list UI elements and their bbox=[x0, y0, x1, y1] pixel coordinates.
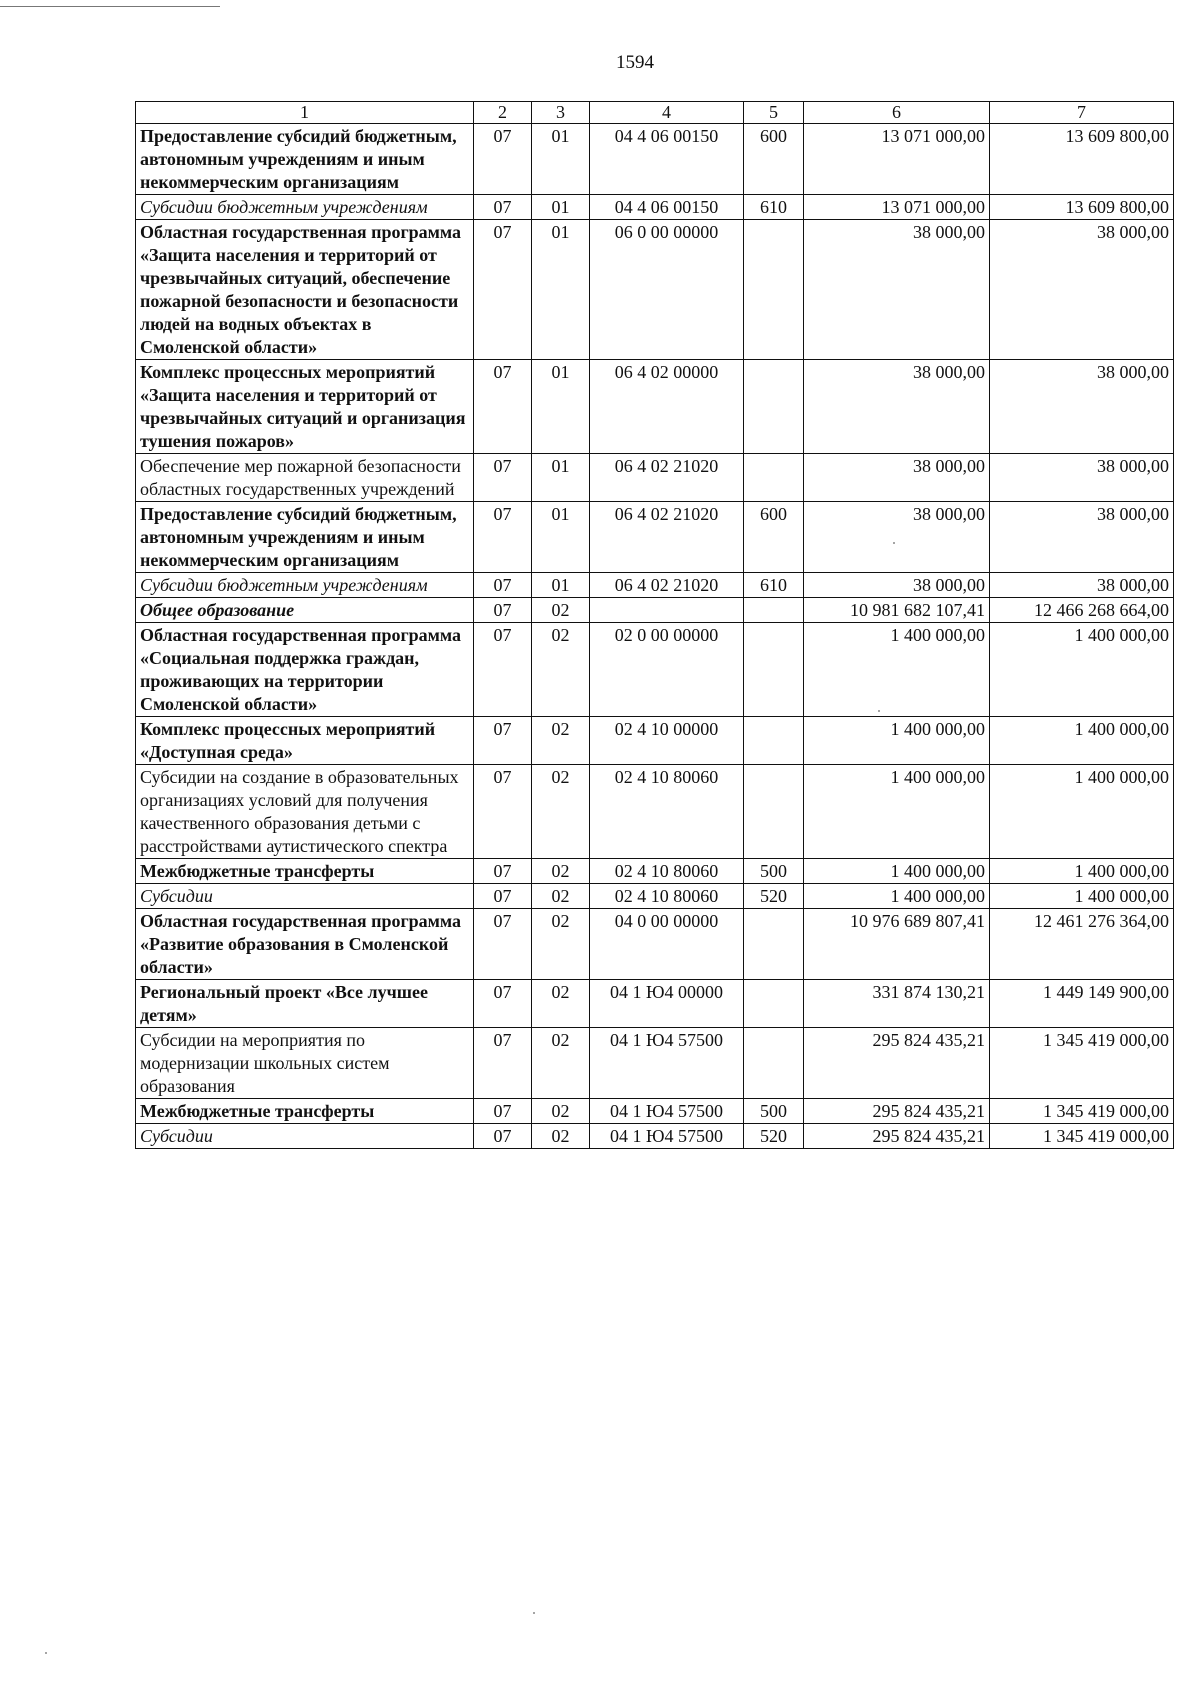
target-article-cell: 06 4 02 21020 bbox=[590, 573, 744, 598]
amount-year1-cell: 1 400 000,00 bbox=[804, 765, 990, 859]
item-name-cell: Региональный проект «Все лучшее детям» bbox=[136, 980, 474, 1028]
target-article-cell: 02 0 00 00000 bbox=[590, 623, 744, 717]
item-name-cell: Субсидии bbox=[136, 1124, 474, 1149]
item-name-cell: Обеспечение мер пожарной безопасности областных государственных учреждений bbox=[136, 454, 474, 502]
amount-year1-cell: 10 981 682 107,41 bbox=[804, 598, 990, 623]
target-article-cell: 04 1 Ю4 57500 bbox=[590, 1099, 744, 1124]
amount-year2-cell: 1 400 000,00 bbox=[990, 884, 1174, 909]
table-row bbox=[136, 195, 1174, 220]
amount-year1-cell: 13 071 000,00 bbox=[804, 124, 990, 195]
item-name-cell: Субсидии бюджетным учреждениям bbox=[136, 195, 474, 220]
expense-type-cell: 520 bbox=[744, 884, 804, 909]
amount-year1-cell: 38 000,00 bbox=[804, 454, 990, 502]
target-article-cell: 04 4 06 00150 bbox=[590, 195, 744, 220]
expense-type-cell bbox=[744, 980, 804, 1028]
header-cell: 7 bbox=[990, 102, 1174, 124]
expense-type-cell bbox=[744, 1028, 804, 1099]
item-name-cell: Областная государственная программа «Развитие образования в Смоленской области» bbox=[136, 909, 474, 980]
expense-type-cell: 600 bbox=[744, 124, 804, 195]
section-code-cell: 07 bbox=[474, 454, 532, 502]
amount-year1-cell: 295 824 435,21 bbox=[804, 1099, 990, 1124]
target-article-cell bbox=[590, 598, 744, 623]
item-name-cell: Субсидии bbox=[136, 884, 474, 909]
target-article-cell: 06 4 02 21020 bbox=[590, 454, 744, 502]
expense-type-cell bbox=[744, 765, 804, 859]
amount-year2-cell: 38 000,00 bbox=[990, 220, 1174, 360]
subsection-code-cell: 02 bbox=[532, 859, 590, 884]
subsection-code-cell: 01 bbox=[532, 360, 590, 454]
item-name-cell: Комплекс процессных мероприятий «Доступная среда» bbox=[136, 717, 474, 765]
expense-type-cell bbox=[744, 909, 804, 980]
amount-year2-cell: 38 000,00 bbox=[990, 502, 1174, 573]
subsection-code-cell: 02 bbox=[532, 980, 590, 1028]
amount-year1-cell: 331 874 130,21 bbox=[804, 980, 990, 1028]
target-article-cell: 02 4 10 80060 bbox=[590, 859, 744, 884]
subsection-code-cell: 01 bbox=[532, 220, 590, 360]
target-article-cell: 04 4 06 00150 bbox=[590, 124, 744, 195]
expense-type-cell: 500 bbox=[744, 1099, 804, 1124]
section-code-cell: 07 bbox=[474, 1028, 532, 1099]
expense-type-cell bbox=[744, 623, 804, 717]
scan-speck bbox=[45, 1652, 47, 1654]
amount-year2-cell: 1 400 000,00 bbox=[990, 623, 1174, 717]
amount-year2-cell: 12 466 268 664,00 bbox=[990, 598, 1174, 623]
expense-type-cell bbox=[744, 598, 804, 623]
amount-year2-cell: 1 345 419 000,00 bbox=[990, 1028, 1174, 1099]
expense-type-cell: 520 bbox=[744, 1124, 804, 1149]
subsection-code-cell: 02 bbox=[532, 717, 590, 765]
section-code-cell: 07 bbox=[474, 360, 532, 454]
section-code-cell: 07 bbox=[474, 980, 532, 1028]
table-row bbox=[136, 909, 1174, 980]
amount-year2-cell: 38 000,00 bbox=[990, 573, 1174, 598]
budget-table bbox=[135, 101, 1174, 1149]
header-cell: 3 bbox=[532, 102, 590, 124]
target-article-cell: 02 4 10 80060 bbox=[590, 765, 744, 859]
item-name-cell: Предоставление субсидий бюджетным, автономным учреждениям и иным некоммерческим организациям bbox=[136, 502, 474, 573]
amount-year1-cell: 1 400 000,00 bbox=[804, 884, 990, 909]
item-name-cell: Областная государственная программа «Социальная поддержка граждан, проживающих на территории Смоленской области» bbox=[136, 623, 474, 717]
table-row bbox=[136, 765, 1174, 859]
header-cell: 6 bbox=[804, 102, 990, 124]
amount-year2-cell: 13 609 800,00 bbox=[990, 124, 1174, 195]
section-code-cell: 07 bbox=[474, 909, 532, 980]
amount-year2-cell: 1 449 149 900,00 bbox=[990, 980, 1174, 1028]
amount-year1-cell: 295 824 435,21 bbox=[804, 1124, 990, 1149]
table-row bbox=[136, 623, 1174, 717]
scan-speck bbox=[533, 1612, 535, 1614]
table-row bbox=[136, 454, 1174, 502]
page-number: 1594 bbox=[616, 52, 654, 73]
section-code-cell: 07 bbox=[474, 573, 532, 598]
item-name-cell: Предоставление субсидий бюджетным, автономным учреждениям и иным некоммерческим организациям bbox=[136, 124, 474, 195]
amount-year1-cell: 38 000,00 bbox=[804, 220, 990, 360]
amount-year1-cell: 1 400 000,00 bbox=[804, 717, 990, 765]
table-row bbox=[136, 980, 1174, 1028]
subsection-code-cell: 02 bbox=[532, 1099, 590, 1124]
subsection-code-cell: 01 bbox=[532, 124, 590, 195]
subsection-code-cell: 02 bbox=[532, 598, 590, 623]
subsection-code-cell: 02 bbox=[532, 623, 590, 717]
amount-year1-cell: 295 824 435,21 bbox=[804, 1028, 990, 1099]
amount-year2-cell: 1 345 419 000,00 bbox=[990, 1124, 1174, 1149]
section-code-cell: 07 bbox=[474, 623, 532, 717]
amount-year2-cell: 1 400 000,00 bbox=[990, 859, 1174, 884]
target-article-cell: 04 1 Ю4 00000 bbox=[590, 980, 744, 1028]
table-row bbox=[136, 1028, 1174, 1099]
table-row bbox=[136, 360, 1174, 454]
subsection-code-cell: 01 bbox=[532, 195, 590, 220]
amount-year2-cell: 1 400 000,00 bbox=[990, 717, 1174, 765]
expense-type-cell bbox=[744, 454, 804, 502]
section-code-cell: 07 bbox=[474, 195, 532, 220]
target-article-cell: 06 0 00 00000 bbox=[590, 220, 744, 360]
amount-year1-cell: 38 000,00 bbox=[804, 360, 990, 454]
item-name-cell: Субсидии на создание в образовательных организациях условий для получения качественного образования детьми с расстройствами аутистического спектра bbox=[136, 765, 474, 859]
header-cell: 2 bbox=[474, 102, 532, 124]
scan-speck bbox=[893, 542, 895, 544]
section-code-cell: 07 bbox=[474, 859, 532, 884]
subsection-code-cell: 01 bbox=[532, 454, 590, 502]
section-code-cell: 07 bbox=[474, 1099, 532, 1124]
header-row bbox=[136, 102, 1174, 124]
subsection-code-cell: 01 bbox=[532, 502, 590, 573]
subsection-code-cell: 02 bbox=[532, 1028, 590, 1099]
section-code-cell: 07 bbox=[474, 502, 532, 573]
table-row bbox=[136, 220, 1174, 360]
target-article-cell: 06 4 02 21020 bbox=[590, 502, 744, 573]
amount-year2-cell: 38 000,00 bbox=[990, 360, 1174, 454]
item-name-cell: Субсидии на мероприятия по модернизации школьных систем образования bbox=[136, 1028, 474, 1099]
subsection-code-cell: 02 bbox=[532, 1124, 590, 1149]
subsection-code-cell: 02 bbox=[532, 909, 590, 980]
amount-year1-cell: 38 000,00 bbox=[804, 573, 990, 598]
amount-year2-cell: 38 000,00 bbox=[990, 454, 1174, 502]
subsection-code-cell: 02 bbox=[532, 765, 590, 859]
section-code-cell: 07 bbox=[474, 220, 532, 360]
target-article-cell: 04 1 Ю4 57500 bbox=[590, 1124, 744, 1149]
expense-type-cell bbox=[744, 360, 804, 454]
target-article-cell: 04 1 Ю4 57500 bbox=[590, 1028, 744, 1099]
item-name-cell: Комплекс процессных мероприятий «Защита населения и территорий от чрезвычайных ситуаций и организация тушения пожаров» bbox=[136, 360, 474, 454]
section-code-cell: 07 bbox=[474, 1124, 532, 1149]
amount-year1-cell: 38 000,00 bbox=[804, 502, 990, 573]
expense-type-cell: 610 bbox=[744, 573, 804, 598]
section-code-cell: 07 bbox=[474, 884, 532, 909]
header-cell: 1 bbox=[136, 102, 474, 124]
scan-speck bbox=[878, 710, 880, 712]
target-article-cell: 02 4 10 80060 bbox=[590, 884, 744, 909]
table-row bbox=[136, 598, 1174, 623]
table-row bbox=[136, 1099, 1174, 1124]
item-name-cell: Общее образование bbox=[136, 598, 474, 623]
expense-type-cell: 500 bbox=[744, 859, 804, 884]
amount-year2-cell: 1 345 419 000,00 bbox=[990, 1099, 1174, 1124]
expense-type-cell: 610 bbox=[744, 195, 804, 220]
amount-year2-cell: 13 609 800,00 bbox=[990, 195, 1174, 220]
amount-year1-cell: 10 976 689 807,41 bbox=[804, 909, 990, 980]
table-row bbox=[136, 124, 1174, 195]
amount-year2-cell: 12 461 276 364,00 bbox=[990, 909, 1174, 980]
section-code-cell: 07 bbox=[474, 598, 532, 623]
section-code-cell: 07 bbox=[474, 717, 532, 765]
table-row bbox=[136, 573, 1174, 598]
section-code-cell: 07 bbox=[474, 124, 532, 195]
table-row bbox=[136, 1124, 1174, 1149]
header-cell: 5 bbox=[744, 102, 804, 124]
section-code-cell: 07 bbox=[474, 765, 532, 859]
amount-year1-cell: 1 400 000,00 bbox=[804, 859, 990, 884]
target-article-cell: 04 0 00 00000 bbox=[590, 909, 744, 980]
amount-year1-cell: 1 400 000,00 bbox=[804, 623, 990, 717]
expense-type-cell bbox=[744, 717, 804, 765]
target-article-cell: 02 4 10 00000 bbox=[590, 717, 744, 765]
amount-year1-cell: 13 071 000,00 bbox=[804, 195, 990, 220]
item-name-cell: Областная государственная программа «Защита населения и территорий от чрезвычайных ситуаций, обеспечение пожарной безопасности и безопасности людей на водных объектах в Смоленской области» bbox=[136, 220, 474, 360]
subsection-code-cell: 01 bbox=[532, 573, 590, 598]
table-row bbox=[136, 884, 1174, 909]
expense-type-cell bbox=[744, 220, 804, 360]
item-name-cell: Межбюджетные трансферты bbox=[136, 1099, 474, 1124]
table-row bbox=[136, 717, 1174, 765]
table-row bbox=[136, 859, 1174, 884]
header-cell: 4 bbox=[590, 102, 744, 124]
expense-type-cell: 600 bbox=[744, 502, 804, 573]
item-name-cell: Межбюджетные трансферты bbox=[136, 859, 474, 884]
target-article-cell: 06 4 02 00000 bbox=[590, 360, 744, 454]
item-name-cell: Субсидии бюджетным учреждениям bbox=[136, 573, 474, 598]
amount-year2-cell: 1 400 000,00 bbox=[990, 765, 1174, 859]
table-row bbox=[136, 502, 1174, 573]
scan-edge-line bbox=[0, 6, 220, 7]
subsection-code-cell: 02 bbox=[532, 884, 590, 909]
